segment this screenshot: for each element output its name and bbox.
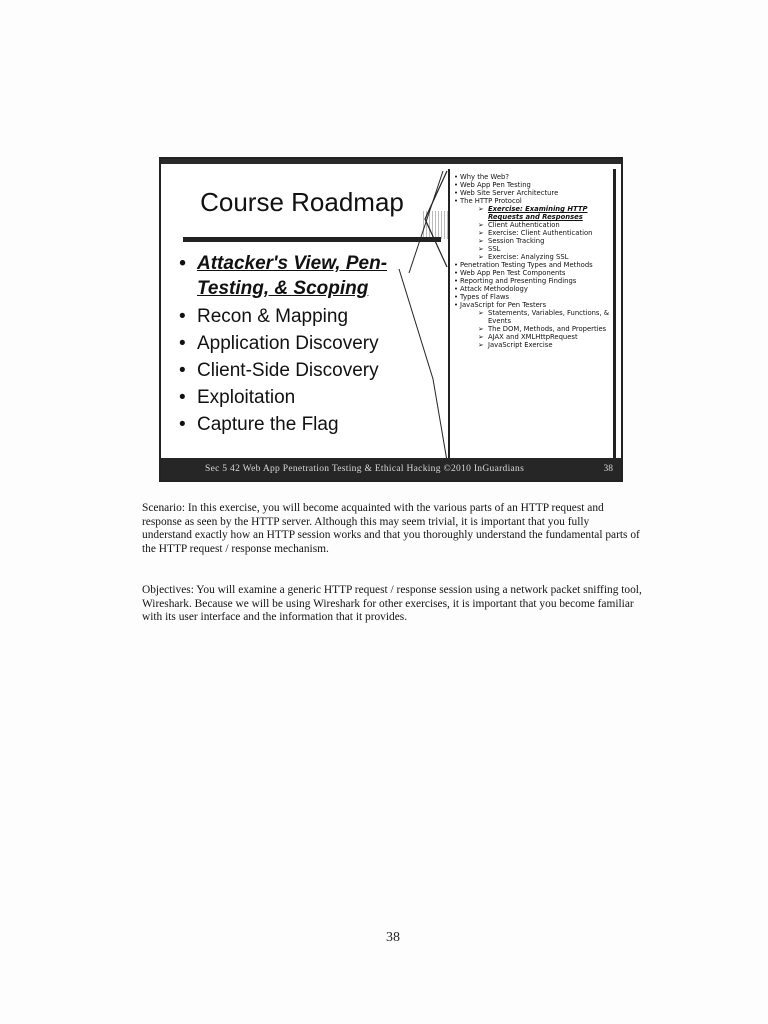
page-number: 38 [386,930,400,945]
agenda-item-label: Why the Web? [460,173,509,181]
agenda-item-label: Web Site Server Architecture [460,189,559,198]
agenda-item [454,301,610,309]
bullet-item: • Capture the Flag [179,411,424,438]
agenda-subitem: ➢ Exercise: Analyzing SSL [454,253,610,261]
agenda-subitem: ➢ JavaScript Exercise [454,341,610,349]
agenda-list [454,173,610,349]
agenda-item [454,197,610,205]
agenda-item-label: Reporting and Presenting Findings [460,277,577,286]
bullet-item: • Recon & Mapping [179,303,424,330]
agenda-item [454,189,610,197]
agenda-subitem: ➢ Statements, Variables, Functions, & Events [454,309,610,325]
bullet-item: • Exploitation [179,384,424,411]
slide-footer [161,458,621,480]
agenda-item [454,285,610,293]
agenda-item-label: The HTTP Protocol [460,197,522,206]
agenda-item-label: Attack Methodology [460,285,528,294]
agenda-subitem: ➢ AJAX and XMLHttpRequest [454,333,610,341]
agenda-subitem-current: ➢ Exercise: Examining HTTP Requests and Responses [454,205,610,221]
agenda-item-label: Web App Pen Testing [460,181,531,190]
agenda-subitem: ➢ The DOM, Methods, and Properties [454,325,610,333]
footer-text: Sec 5 42 Web App Penetration Testing & Ethical Hacking ©2010 InGuardians [205,464,525,474]
bullet-current-section: • Attacker's View, Pen-Testing, & Scoping [179,251,424,301]
agenda-item [454,293,610,301]
roadmap-bullets [179,251,424,438]
bracket-connector [397,169,449,464]
agenda-item-label: JavaScript for Pen Testers [460,301,547,310]
agenda-item-label: Types of Flaws [460,293,510,302]
agenda-subitem: ➢ Exercise: Client Authentication [454,229,610,237]
objectives-paragraph: Objectives: You will examine a generic HTTP request / response session using a network packet sniffing tool, Wireshark. Because we will be using Wireshark for other exercises, it is important that you become familiar with its user interface and the information that it provides. [142,584,642,623]
agenda-panel [448,169,616,461]
bullet-item: • Application Discovery [179,330,424,357]
agenda-sublist [454,309,610,349]
agenda-item [454,277,610,285]
scenario-paragraph: Scenario: In this exercise, you will become acquainted with the various parts of an HTTP request and response as seen by the HTTP server. Although this may seem trivial, it is important that you fully understand exactly how an HTTP session works and that you thoroughly understand the fundamental parts of the HTTP request / response mechanism. [142,502,640,555]
slide-number: 38 [603,464,613,474]
agenda-item [454,173,610,181]
agenda-sublist [454,205,610,261]
agenda-item [454,269,610,277]
agenda-subitem: ➢ Client Authentication [454,221,610,229]
bullet-item: • Client-Side Discovery [179,357,424,384]
agenda-item [454,261,610,269]
agenda-item [454,181,610,189]
agenda-item-label: Penetration Testing Types and Methods [460,261,593,270]
agenda-subitem: ➢ SSL [454,245,610,253]
agenda-item-label: Web App Pen Test Components [460,269,566,278]
slide-title: Course Roadmap [200,187,404,217]
agenda-subitem: ➢ Session Tracking [454,237,610,245]
slide-top-bar [161,159,621,164]
slide-image [159,157,623,482]
